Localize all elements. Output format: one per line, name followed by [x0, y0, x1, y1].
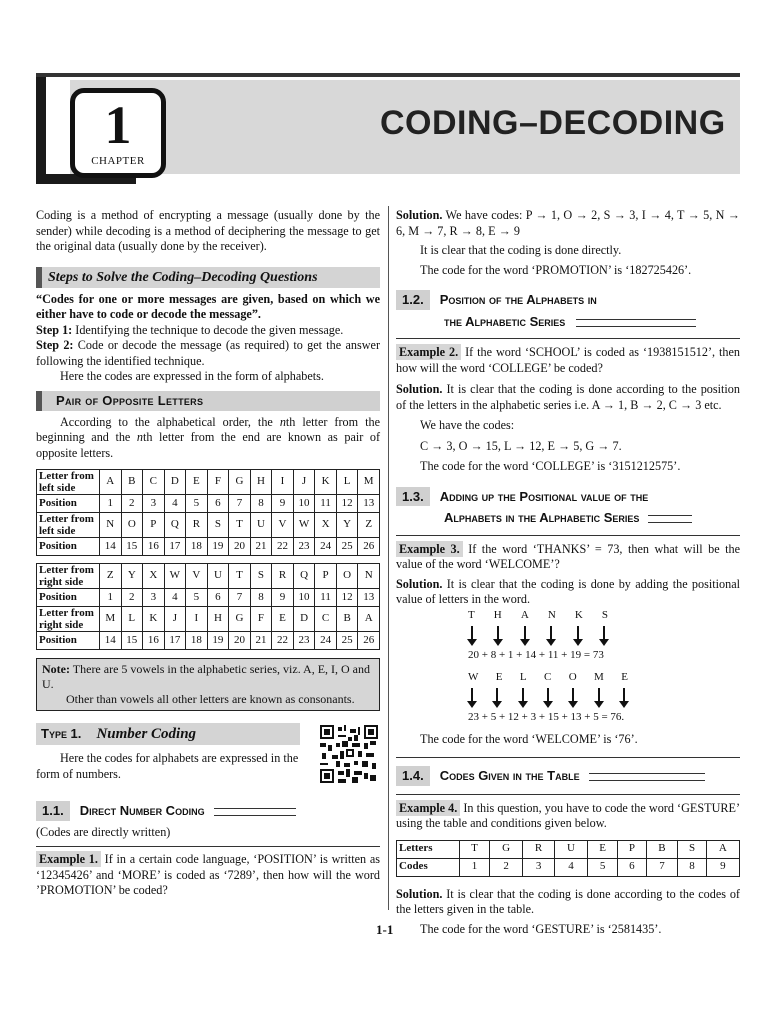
table-cell: 7 — [229, 495, 251, 513]
table-cell: E — [272, 607, 294, 632]
down-arrow-icon — [603, 626, 605, 644]
row-label-letters: Letters — [397, 840, 460, 858]
steps-heading: Steps to Solve the Coding–Decoding Questions — [48, 269, 318, 285]
row-label-position: Position — [37, 495, 100, 513]
table-cell: S — [678, 840, 707, 858]
section-number: 1.3. — [396, 487, 430, 507]
solution-3 — [396, 577, 740, 608]
alphabet-note: Here the codes are expressed in the form of alphabets. — [60, 369, 324, 383]
section-title-line-2: the Alphabetic Series — [444, 313, 566, 329]
table-cell: 17 — [164, 632, 186, 650]
welcome-letters — [468, 670, 628, 686]
table-cell: N — [100, 513, 122, 538]
letter: W — [468, 670, 479, 683]
table-cell: S — [250, 564, 272, 589]
table-cell: V — [186, 564, 208, 589]
table-cell: P — [618, 840, 647, 858]
opposite-letters-header — [36, 391, 380, 411]
table-cell: O — [121, 513, 143, 538]
section-title-line-1: Position of the Alphabets in — [439, 292, 597, 307]
table-cell: T — [229, 564, 251, 589]
table-cell: 21 — [250, 538, 272, 556]
table-cell: W — [164, 564, 186, 589]
table-cell: 5 — [186, 495, 208, 513]
table-cell: I — [272, 470, 294, 495]
table-cell: 25 — [336, 538, 358, 556]
table-cell: O — [336, 564, 358, 589]
step-2-text: Code or decode the message (as required) to get the answer following the identified technique. — [36, 338, 381, 368]
chapter-number: 1 — [104, 95, 132, 155]
table-cell: 12 — [336, 589, 358, 607]
table-cell: L — [121, 607, 143, 632]
table-cell: Y — [121, 564, 143, 589]
section-heading — [396, 490, 648, 504]
welcome-sum: 23 + 5 + 12 + 3 + 15 + 13 + 5 = 76. — [468, 711, 625, 723]
thanks-arrows — [468, 626, 605, 644]
column-divider — [388, 206, 389, 910]
table-cell: E — [588, 840, 618, 858]
table-cell: R — [523, 840, 555, 858]
solution-4 — [396, 887, 740, 918]
table-cell: J — [293, 470, 315, 495]
table-cell: 1 — [100, 495, 122, 513]
table-cell: A — [706, 840, 739, 858]
example-1 — [36, 846, 380, 899]
solution-4-label: Solution. — [396, 886, 443, 901]
solution-2-line-4: The code for the word ‘COLLEGE’ is ‘3151212575’. — [420, 459, 681, 473]
note-text: There are 5 vowels in the alphabetic series, viz. A, E, I, O and U. — [42, 662, 371, 691]
table-row — [397, 840, 740, 858]
chapter-badge — [70, 88, 166, 178]
table-cell: 6 — [207, 495, 229, 513]
row-label-letter: Letter from left side — [37, 513, 100, 538]
table-cell: 23 — [293, 538, 315, 556]
down-arrow-icon — [572, 688, 574, 706]
table-cell: 6 — [207, 589, 229, 607]
table-cell: 23 — [293, 632, 315, 650]
thanks-sum: 20 + 8 + 1 + 14 + 11 + 19 = 73 — [468, 649, 604, 661]
table-cell: B — [121, 470, 143, 495]
table-cell: 4 — [164, 495, 186, 513]
table-cell: 8 — [250, 589, 272, 607]
header-top-rule — [36, 73, 740, 77]
down-arrow-icon — [547, 688, 549, 706]
table-cell: C — [143, 470, 165, 495]
example-2-text-block — [396, 345, 740, 376]
letter: A — [520, 608, 529, 621]
solution-3-label: Solution. — [396, 576, 443, 591]
down-arrow-icon — [522, 688, 524, 706]
table-row — [37, 470, 380, 495]
step-2-label: Step 2: — [36, 338, 74, 352]
letter: H — [493, 608, 502, 621]
section-title-line-2-wrap — [396, 314, 740, 331]
right-column — [396, 208, 740, 937]
letter: E — [495, 670, 503, 683]
table-cell: 19 — [207, 632, 229, 650]
table-cell: 2 — [121, 589, 143, 607]
table-row — [37, 564, 380, 589]
table-cell: 26 — [358, 632, 380, 650]
section-heading — [396, 769, 580, 783]
table-cell: P — [143, 513, 165, 538]
row-label-letter: Letter from right side — [37, 564, 100, 589]
table-cell: 8 — [250, 495, 272, 513]
table-cell: 24 — [315, 538, 337, 556]
table-cell: K — [315, 470, 337, 495]
table-cell: 15 — [121, 538, 143, 556]
vowels-note — [36, 658, 380, 711]
steps-bold-statement: “Codes for one or more messages are given, based on which we either have to code or decode the message”. — [36, 291, 380, 321]
section-1-3-header — [396, 487, 740, 527]
section-title-line-2: Alphabets in the Alphabetic Series — [444, 510, 640, 525]
decorative-rule — [589, 773, 705, 781]
solution-2-line-3: C → 3, O → 15, L → 12, E → 5, G → 7. — [420, 438, 622, 453]
table-cell: U — [207, 564, 229, 589]
thanks-diagram — [396, 608, 740, 664]
table-cell: 2 — [490, 858, 523, 876]
table-cell: 4 — [554, 858, 587, 876]
table-cell: 15 — [121, 632, 143, 650]
table-cell: J — [164, 607, 186, 632]
example-4 — [396, 794, 740, 832]
header-left-bar — [36, 77, 46, 184]
solution-1-line-3: The code for the word ‘PROMOTION’ is ‘182725426’. — [420, 262, 692, 277]
note-text-2: Other than vowels all other letters are known as consonants. — [66, 692, 355, 706]
down-arrow-icon — [497, 626, 499, 644]
example-3 — [396, 535, 740, 573]
table-cell: 3 — [143, 589, 165, 607]
table-row — [37, 607, 380, 632]
example-3-label: Example 3. — [396, 541, 463, 557]
table-cell: 3 — [143, 495, 165, 513]
opp-text-part: th letter from the end are known as pair of opposite letters. — [36, 430, 381, 460]
welcome-arrows — [468, 688, 625, 706]
qr-code-icon — [320, 725, 378, 783]
letter: O — [568, 670, 577, 683]
down-arrow-icon — [577, 626, 579, 644]
table-cell: 1 — [100, 589, 122, 607]
table-cell: A — [100, 470, 122, 495]
letter: S — [601, 608, 608, 621]
letter: L — [519, 670, 527, 683]
solution-2-label: Solution. — [396, 382, 443, 396]
table-cell: P — [315, 564, 337, 589]
table-cell: 16 — [143, 538, 165, 556]
decorative-rule — [576, 319, 696, 327]
row-label-position: Position — [37, 632, 100, 650]
opp-text-n: n — [279, 414, 286, 429]
table-cell: N — [358, 564, 380, 589]
table-cell: 8 — [678, 858, 707, 876]
table-cell: F — [207, 470, 229, 495]
table-cell: 18 — [186, 632, 208, 650]
section-number: 1.4. — [396, 766, 430, 786]
section-number: 1.2. — [396, 290, 430, 310]
table-cell: 20 — [229, 538, 251, 556]
table-cell: H — [207, 607, 229, 632]
table-cell: 11 — [315, 495, 337, 513]
decorative-rule — [214, 808, 296, 816]
down-arrow-icon — [471, 626, 473, 644]
table-cell: 25 — [336, 632, 358, 650]
table-cell: Q — [293, 564, 315, 589]
solution-4-line-2: The code for the word ‘GESTURE’ is ‘2581435’. — [420, 921, 662, 936]
solution-1-line-2: It is clear that the coding is done directly. — [420, 243, 622, 257]
opp-text-n: n — [136, 430, 143, 444]
table-cell: 16 — [143, 632, 165, 650]
table-cell: G — [229, 607, 251, 632]
table-cell: 22 — [272, 632, 294, 650]
table-cell: 3 — [523, 858, 555, 876]
decorative-rule — [648, 515, 692, 523]
codes-table — [396, 840, 740, 877]
table-row — [37, 632, 380, 650]
section-title-line-1: Adding up the Positional value of the — [439, 488, 649, 504]
table-cell: 7 — [646, 858, 678, 876]
example-4-text-block — [396, 801, 740, 832]
table-cell: 2 — [121, 495, 143, 513]
example-1-label: Example 1. — [36, 851, 101, 867]
solution-2 — [396, 382, 740, 413]
table-cell: T — [460, 840, 490, 858]
solution-2-text: It is clear that the coding is done according to the position of the letters in the alphabetic series i.e. A → 1, B → 2, C → 3 etc. — [396, 382, 740, 412]
table-cell: E — [186, 470, 208, 495]
table-cell: B — [336, 607, 358, 632]
table-cell: L — [336, 470, 358, 495]
table-cell: C — [315, 607, 337, 632]
table-cell: T — [229, 513, 251, 538]
down-arrow-icon — [623, 688, 625, 706]
table-cell: 19 — [207, 538, 229, 556]
table-cell: K — [143, 607, 165, 632]
table-cell: 13 — [358, 589, 380, 607]
table-cell: 9 — [272, 589, 294, 607]
solution-2-line-2: We have the codes: — [420, 418, 515, 432]
type-label: Type 1. — [41, 726, 82, 741]
example-3-text: If the word ‘THANKS’ = 73, then what will be the value of the word ‘WELCOME’? — [396, 541, 741, 571]
section-title-line-2-wrap — [396, 510, 740, 527]
opp-text-part: According to the alphabetical order, the — [60, 414, 280, 429]
table-cell: 18 — [186, 538, 208, 556]
down-arrow-icon — [550, 626, 552, 644]
table-cell: H — [250, 470, 272, 495]
table-row — [397, 858, 740, 876]
row-label-position: Position — [37, 589, 100, 607]
table-cell: Z — [100, 564, 122, 589]
table-cell: 13 — [358, 495, 380, 513]
letter: N — [547, 608, 556, 621]
note-label: Note: — [42, 662, 70, 676]
type1-header — [36, 723, 300, 745]
table-cell: Z — [358, 513, 380, 538]
example-2-label: Example 2. — [396, 344, 461, 360]
table-cell: 9 — [272, 495, 294, 513]
table-cell: U — [250, 513, 272, 538]
letter: M — [594, 670, 604, 683]
page-number: 1-1 — [376, 922, 394, 937]
table-cell: 24 — [315, 632, 337, 650]
table-cell: U — [554, 840, 587, 858]
table-cell: X — [315, 513, 337, 538]
welcome-diagram — [396, 670, 740, 726]
example-2 — [396, 338, 740, 376]
left-position-table — [36, 469, 380, 556]
table-row — [37, 495, 380, 513]
step-1-label: Step 1: — [36, 322, 73, 337]
table-cell: M — [358, 470, 380, 495]
table-cell: 7 — [229, 589, 251, 607]
table-row — [37, 589, 380, 607]
table-cell: 5 — [186, 589, 208, 607]
opp-text-part: th letter from the beginning and the — [36, 414, 380, 444]
table-cell: 5 — [588, 858, 618, 876]
row-label-position: Position — [37, 538, 100, 556]
section-title: Codes Given in the Table — [439, 768, 580, 783]
opposite-letters-text — [36, 415, 380, 462]
example-2-text: If the word ‘SCHOOL’ is coded as ‘1938151512’, then how will the word ‘COLLEGE’ be coded? — [396, 345, 741, 375]
letter: E — [621, 670, 628, 683]
table-cell: 14 — [100, 632, 122, 650]
down-arrow-icon — [496, 688, 498, 706]
section-1-4-header — [396, 757, 740, 786]
table-cell: G — [229, 470, 251, 495]
table-cell: Q — [164, 513, 186, 538]
table-cell: 4 — [164, 589, 186, 607]
table-cell: G — [490, 840, 523, 858]
table-cell: Y — [336, 513, 358, 538]
example-1-text-block — [36, 852, 380, 899]
step-1 — [36, 323, 380, 339]
section-heading — [396, 293, 597, 307]
table-cell: W — [293, 513, 315, 538]
section-1-2-header — [396, 290, 740, 330]
example-4-label: Example 4. — [396, 800, 460, 816]
table-cell: 17 — [164, 538, 186, 556]
chapter-title: CODING–DECODING — [380, 104, 726, 142]
example-3-text-block — [396, 542, 740, 573]
solution-1-text: We have codes: P → 1, O → 2, S → 3, I → 4, T → 5, N → 6, M → 7, R → 8, E → 9 — [396, 208, 740, 238]
solution-1 — [396, 208, 740, 239]
table-cell: 22 — [272, 538, 294, 556]
solution-4-text: It is clear that the coding is done according to the codes of the letters given in the table. — [396, 886, 740, 916]
letter: T — [468, 608, 475, 621]
down-arrow-icon — [524, 626, 526, 644]
table-row — [37, 538, 380, 556]
table-cell: 10 — [293, 589, 315, 607]
table-cell: X — [143, 564, 165, 589]
letter: C — [543, 670, 552, 683]
row-label-letter: Letter from left side — [37, 470, 100, 495]
table-cell: S — [207, 513, 229, 538]
section-heading — [36, 804, 205, 818]
left-column — [36, 208, 380, 899]
table-cell: 9 — [706, 858, 739, 876]
opposite-letters-heading: Pair of Opposite Letters — [56, 392, 204, 408]
table-cell: D — [293, 607, 315, 632]
table-cell: 21 — [250, 632, 272, 650]
section-title: Direct Number Coding — [79, 803, 205, 818]
section-1-1-subtext: (Codes are directly written) — [36, 824, 171, 839]
row-label-codes: Codes — [397, 858, 460, 876]
table-row — [37, 513, 380, 538]
table-cell: A — [358, 607, 380, 632]
table-cell: D — [164, 470, 186, 495]
table-cell: 11 — [315, 589, 337, 607]
table-cell: 10 — [293, 495, 315, 513]
table-cell: 1 — [460, 858, 490, 876]
chapter-label: CHAPTER — [91, 155, 145, 167]
table-cell: 26 — [358, 538, 380, 556]
section-1-1-header — [36, 801, 380, 821]
example-1-text: If in a certain code language, ‘POSITION’ is written as ‘12345426’ and ‘MORE’ is coded as ‘7289’, then how will the word ’PROMOTION’ be coded? — [36, 852, 380, 897]
step-1-text: Identifying the technique to decode the given message. — [75, 322, 344, 337]
thanks-letters — [468, 608, 608, 624]
table-cell: B — [646, 840, 678, 858]
table-cell: 14 — [100, 538, 122, 556]
table-cell: F — [250, 607, 272, 632]
down-arrow-icon — [471, 688, 473, 706]
solution-3-line-2: The code for the word ‘WELCOME’ is ‘76’. — [420, 731, 638, 746]
section-number: 1.1. — [36, 801, 70, 821]
steps-section-header — [36, 267, 380, 288]
down-arrow-icon — [598, 688, 600, 706]
right-position-table — [36, 563, 380, 650]
type1-block — [36, 723, 380, 801]
row-label-letter: Letter from right side — [37, 607, 100, 632]
type1-text: Here the codes for alphabets are expressed in the form of numbers. — [36, 751, 299, 781]
table-cell: M — [100, 607, 122, 632]
table-cell: 12 — [336, 495, 358, 513]
table-cell: 20 — [229, 632, 251, 650]
solution-3-text: It is clear that the coding is done by adding the positional value of letters in the word. — [396, 576, 740, 606]
example-4-text: In this question, you have to code the word ‘GESTURE’ using the table and conditions given below. — [396, 800, 740, 830]
table-cell: R — [186, 513, 208, 538]
solution-1-label: Solution. — [396, 208, 443, 222]
type-title: Number Coding — [96, 726, 197, 742]
step-2 — [36, 338, 380, 369]
table-cell: I — [186, 607, 208, 632]
table-cell: V — [272, 513, 294, 538]
letter: K — [574, 608, 583, 621]
table-cell: R — [272, 564, 294, 589]
intro-paragraph: Coding is a method of encrypting a message (usually done by the sender) while decoding is a method of deciphering the message to get the original data (usually done by the receiver). — [36, 208, 380, 253]
table-cell: 6 — [618, 858, 647, 876]
